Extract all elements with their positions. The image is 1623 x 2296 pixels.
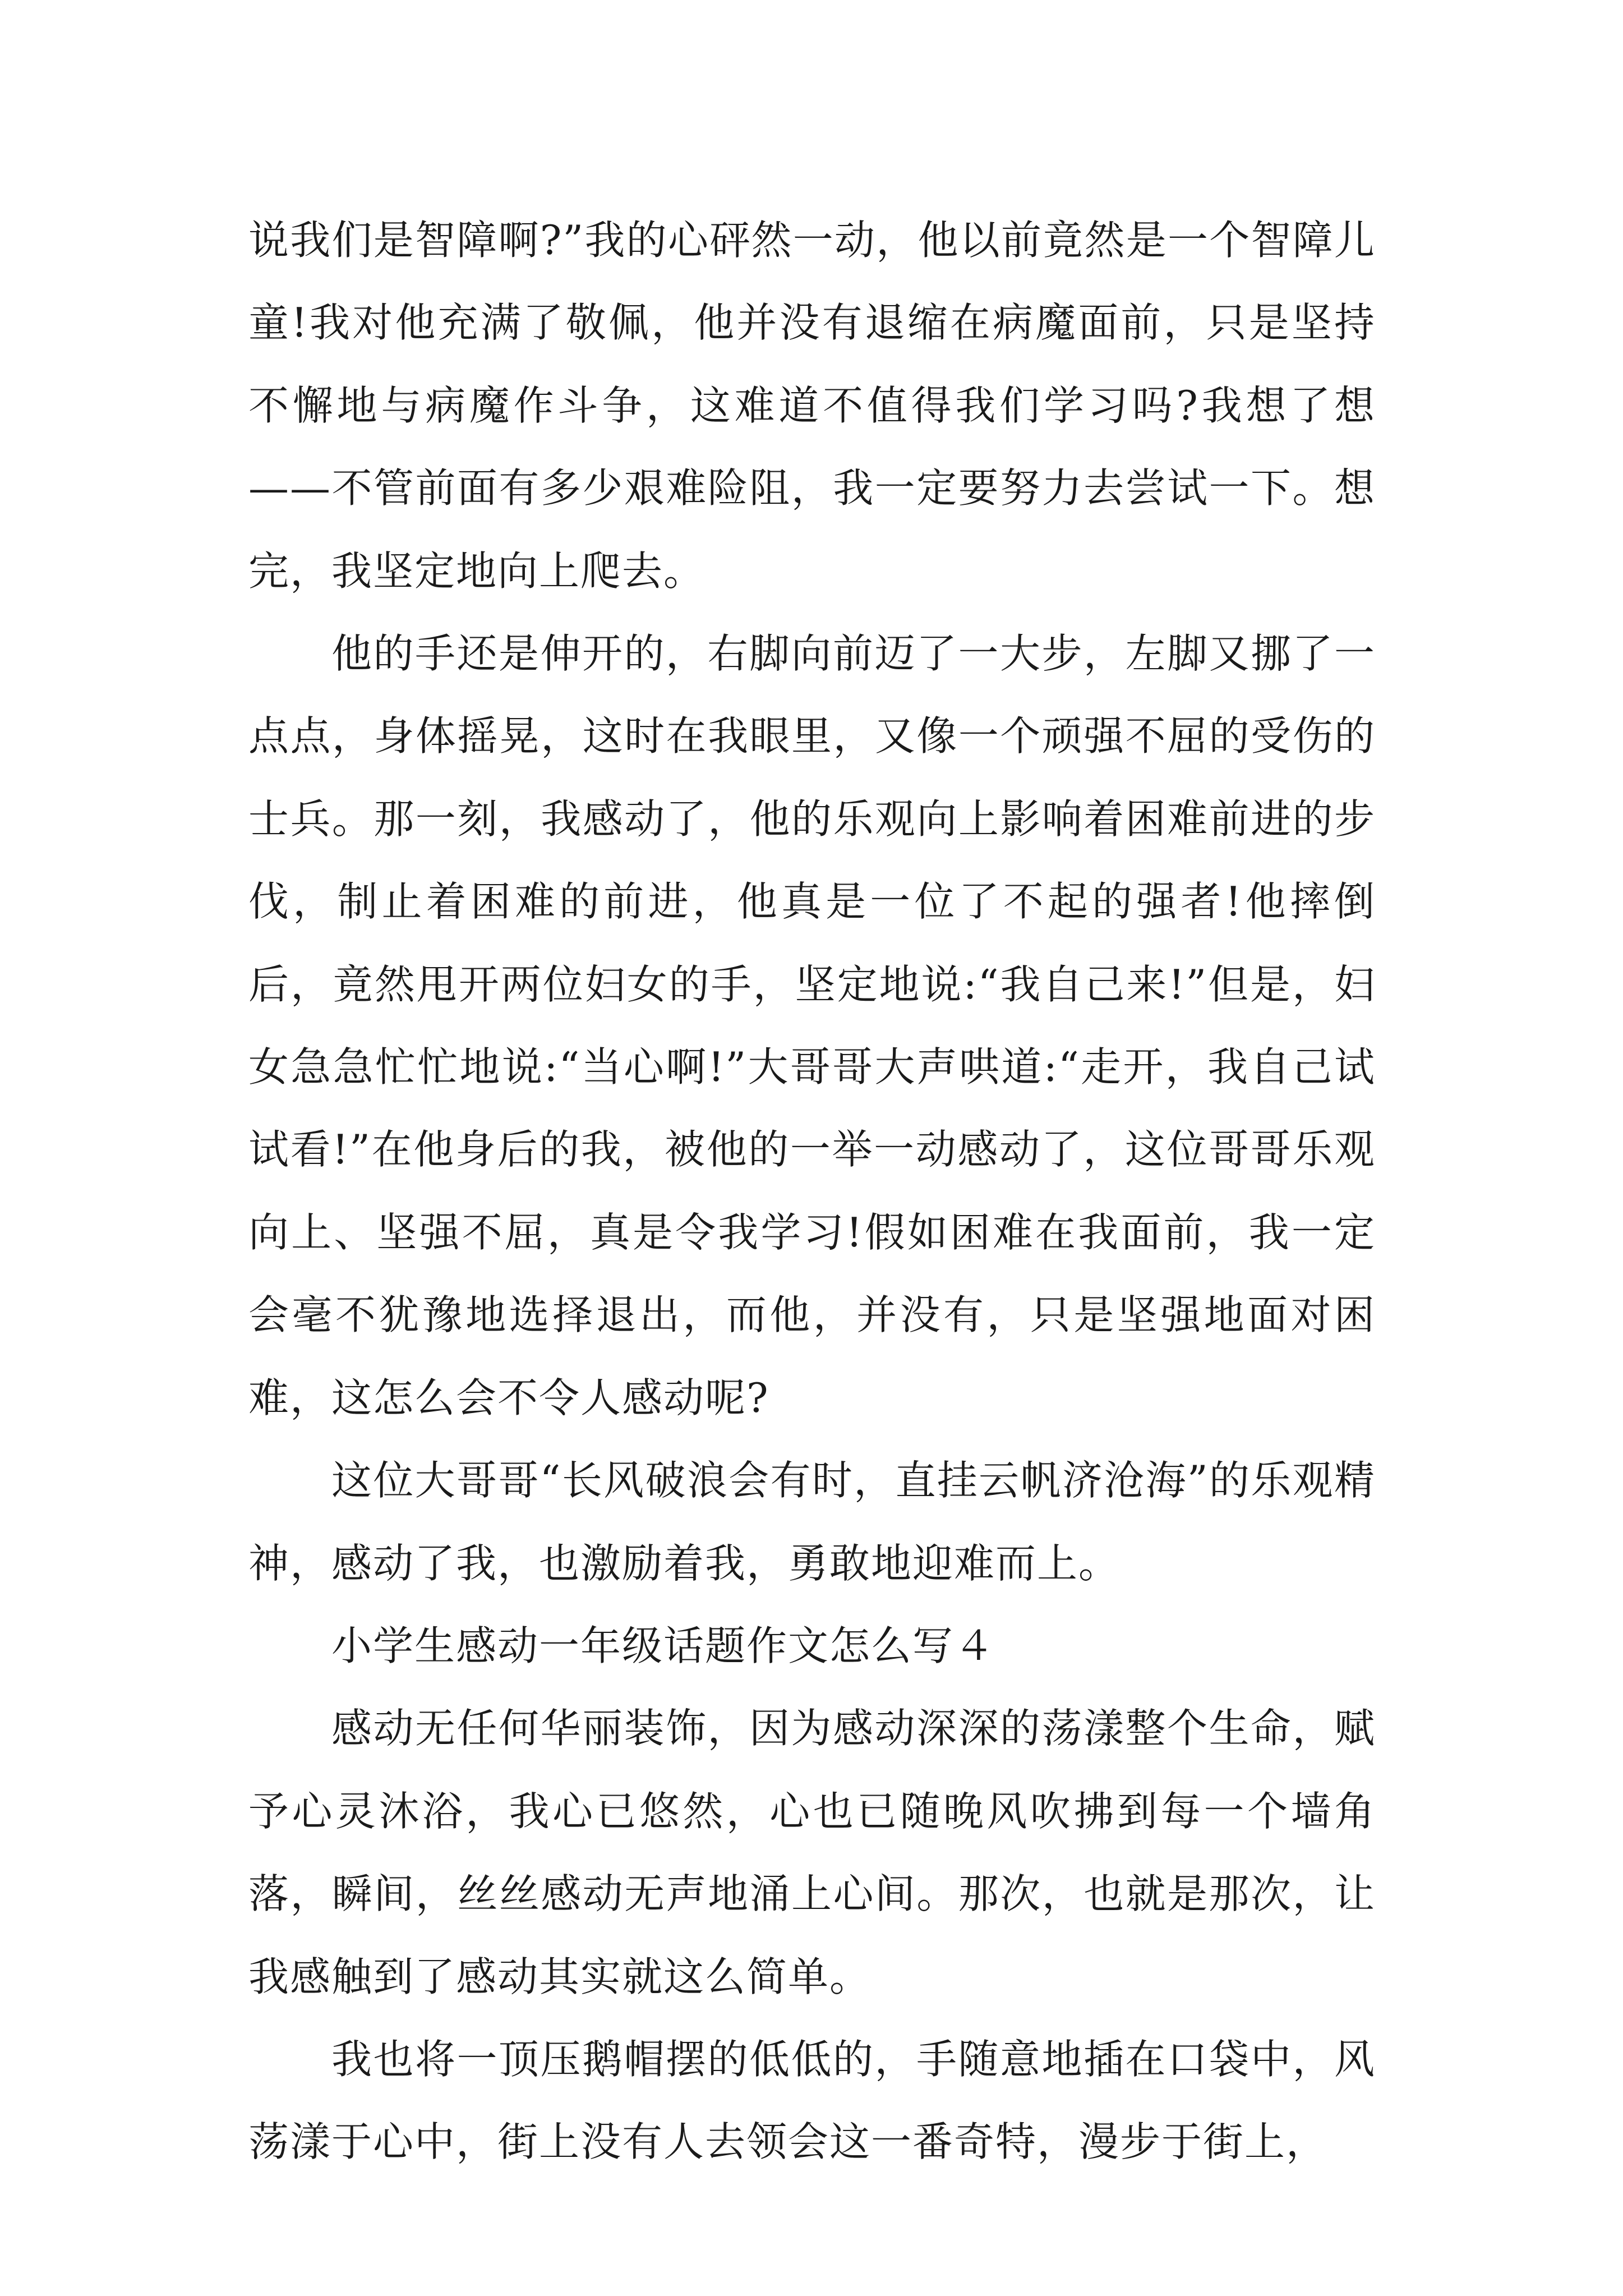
document-body xyxy=(248,199,1376,2184)
paragraph: 感动无任何华丽装饰，因为感动深深的荡漾整个生命，赋予心灵沐浴，我心已悠然，心也已随晚风吹拂到每一个墙角落，瞬间，丝丝感动无声地涌上心间。那次，也就是那次，让我感触到了感动其实就这么简单。 xyxy=(248,1705,1376,2000)
paragraph: 他的手还是伸开的，右脚向前迈了一大步，左脚又挪了一点点，身体摇晃，这时在我眼里，又像一个顽强不屈的受伤的士兵。那一刻，我感动了，他的乐观向上影响着困难前进的步伐，制止着困难的前进，他真是一位了不起的强者!他摔倒后，竟然甩开两位妇女的手，坚定地说:“我自己来!”但是，妇女急急忙忙地说:“当心啊!”大哥哥大声哄道:“走开，我自己试试看!”在他身后的我，被他的一举一动感动了，这位哥哥乐观向上、坚强不屈，真是令我学习!假如困难在我面前，我一定会毫不犹豫地选择退出，而他，并没有，只是坚强地面对困难，这怎么会不令人感动呢? xyxy=(248,630,1376,1421)
section-heading: 小学生感动一年级话题作文怎么写４ xyxy=(331,1622,996,1669)
paragraph-continuation: 说我们是智障啊?”我的心砰然一动，他以前竟然是一个智障儿童!我对他充满了敬佩，他并没有退缩在病魔面前，只是坚持不懈地与病魔作斗争，这难道不值得我们学习吗?我想了想——不管前面有多少艰难险阻，我一定要努力去尝试一下。想完，我坚定地向上爬去。 xyxy=(248,217,1376,595)
paragraph: 我也将一顶压鹅帽摆的低低的，手随意地插在口袋中，风荡漾于心中，街上没有人去领会这一番奇特，漫步于街上， xyxy=(248,2035,1376,2166)
paragraph: 这位大哥哥“长风破浪会有时，直挂云帆济沧海”的乐观精神，感动了我，也激励着我，勇敢地迎难而上。 xyxy=(248,1457,1376,1587)
